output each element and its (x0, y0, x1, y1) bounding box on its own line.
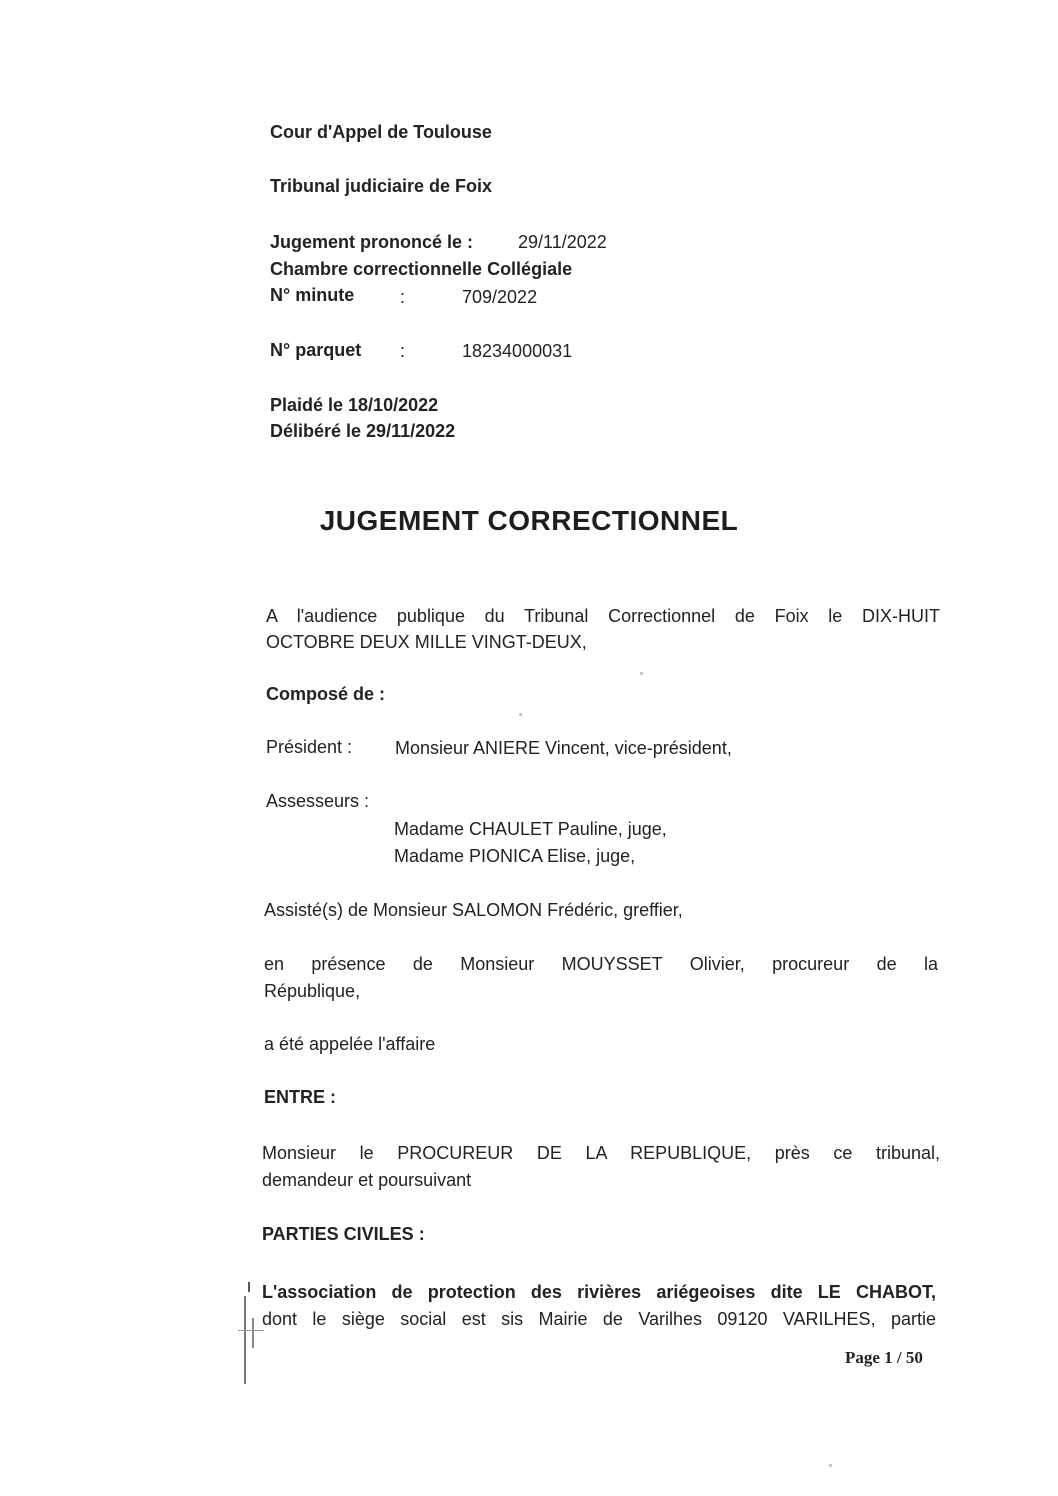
prosecutor-line-2: demandeur et poursuivant (262, 1170, 472, 1190)
chamber-name: Chambre correctionnelle Collégiale (270, 259, 573, 279)
president-label: Président : (266, 737, 353, 757)
page-number: Page 1 / 50 (845, 1348, 923, 1367)
president-value: Monsieur ANIERE Vincent, vice-président, (395, 738, 732, 758)
between-heading: ENTRE : (264, 1087, 336, 1107)
prosecutor-presence-line-2: République, (264, 981, 361, 1001)
scan-speck (519, 713, 522, 716)
clerk-assisted: Assisté(s) de Monsieur SALOMON Frédéric, greffier, (264, 900, 683, 920)
margin-mark (252, 1318, 254, 1348)
association-line-1: L'association de protection des rivières ariégeoises dite LE CHABOT, (262, 1282, 936, 1302)
prosecutor-line-1: Monsieur le PROCUREUR DE LA REPUBLIQUE, près ce tribunal, (262, 1143, 940, 1163)
assessors-label: Assesseurs : (266, 791, 370, 811)
scan-speck (640, 672, 643, 675)
parquet-value: 18234000031 (462, 341, 573, 361)
scan-speck (829, 1464, 832, 1467)
document-title: JUGEMENT CORRECTIONNEL (319, 505, 739, 536)
margin-mark (238, 1330, 264, 1331)
minute-value: 709/2022 (462, 287, 538, 307)
civil-parties-heading: PARTIES CIVILES : (262, 1224, 425, 1244)
parquet-separator: : (400, 341, 406, 361)
assessor-2: Madame PIONICA Elise, juge, (394, 846, 636, 866)
judgment-date-label: Jugement prononcé le : (270, 232, 474, 252)
association-line-2: dont le siège social est sis Mairie de Varilhes 09120 VARILHES, partie (262, 1309, 936, 1329)
margin-mark (248, 1282, 250, 1292)
parquet-label: N° parquet (270, 340, 362, 360)
composition-heading: Composé de : (266, 684, 386, 704)
minute-label: N° minute (270, 285, 355, 305)
pleaded-date: Plaidé le 18/10/2022 (270, 395, 439, 415)
case-called: a été appelée l'affaire (264, 1034, 436, 1054)
margin-mark (244, 1296, 246, 1384)
judgment-date-value: 29/11/2022 (518, 232, 607, 252)
minute-separator: : (400, 287, 406, 307)
audience-line-1: A l'audience publique du Tribunal Correctionnel de Foix le DIX-HUIT (266, 606, 940, 626)
assessor-1: Madame CHAULET Pauline, juge, (394, 819, 667, 839)
audience-line-2: OCTOBRE DEUX MILLE VINGT-DEUX, (266, 632, 587, 652)
tribunal-name: Tribunal judiciaire de Foix (270, 176, 493, 196)
deliberated-date: Délibéré le 29/11/2022 (270, 421, 456, 441)
court-of-appeal: Cour d'Appel de Toulouse (270, 122, 492, 142)
prosecutor-presence-line-1: en présence de Monsieur MOUYSSET Olivier, procureur de la (264, 954, 938, 974)
